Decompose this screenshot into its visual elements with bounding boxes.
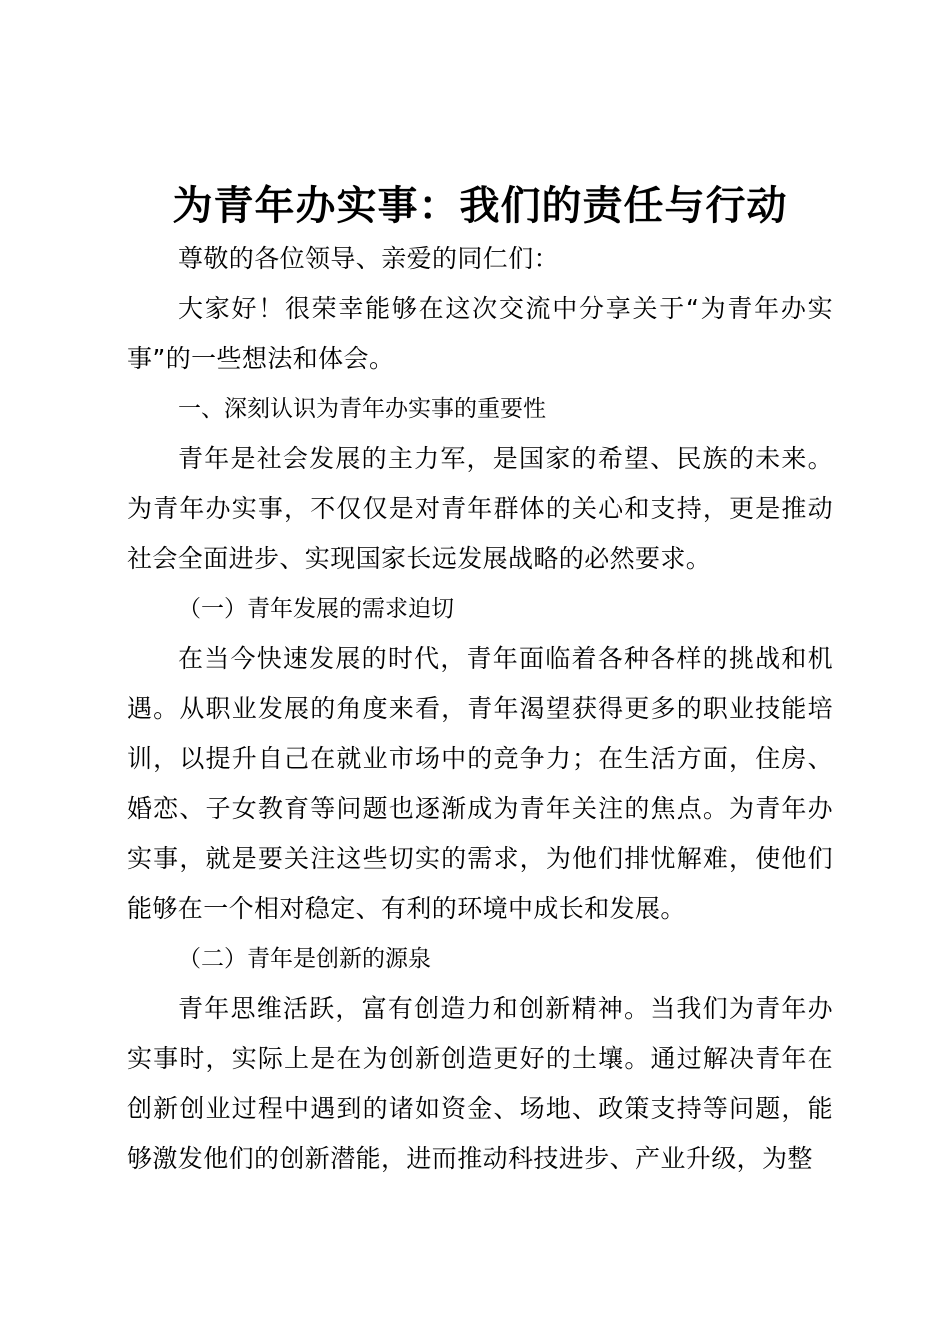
- document-title: 为青年办实事：我们的责任与行动: [172, 182, 788, 229]
- subsection-heading-1: （一）青年发展的需求迫切: [178, 596, 454, 622]
- paragraph-youth-innovation: 青年思维活跃，富有创造力和创新精神。当我们为青年办实事时，实际上是在为创新创造更好的土壤。通过解决青年在创新创业过程中遇到的诸如资金、场地、政策支持等问题，能够激发他们的创新潜能，进而推动科技进步、产业升级，为整: [127, 994, 833, 1173]
- opening-paragraph: 大家好！很荣幸能够在这次交流中分享关于“为青年办实事”的一些想法和体会。: [127, 294, 833, 373]
- subsection-heading-2: （二）青年是创新的源泉: [178, 946, 431, 972]
- salutation: 尊敬的各位领导、亲爱的同仁们：: [178, 244, 560, 273]
- paragraph-youth-importance: 青年是社会发展的主力军，是国家的希望、民族的未来。为青年办实事，不仅仅是对青年群体的关心和支持，更是推动社会全面进步、实现国家长远发展战略的必然要求。: [127, 444, 833, 573]
- section-heading-1: 一、深刻认识为青年办实事的重要性: [178, 396, 546, 422]
- paragraph-youth-needs: 在当今快速发展的时代，青年面临着各种各样的挑战和机遇。从职业发展的角度来看，青年渴望获得更多的职业技能培训，以提升自己在就业市场中的竞争力；在生活方面，住房、婚恋、子女教育等问题也逐渐成为青年关注的焦点。为青年办实事，就是要关注这些切实的需求，为他们排忧解难，使他们能够在一个相对稳定、有利的环境中成长和发展。: [127, 644, 833, 923]
- document-body: [127, 234, 833, 1184]
